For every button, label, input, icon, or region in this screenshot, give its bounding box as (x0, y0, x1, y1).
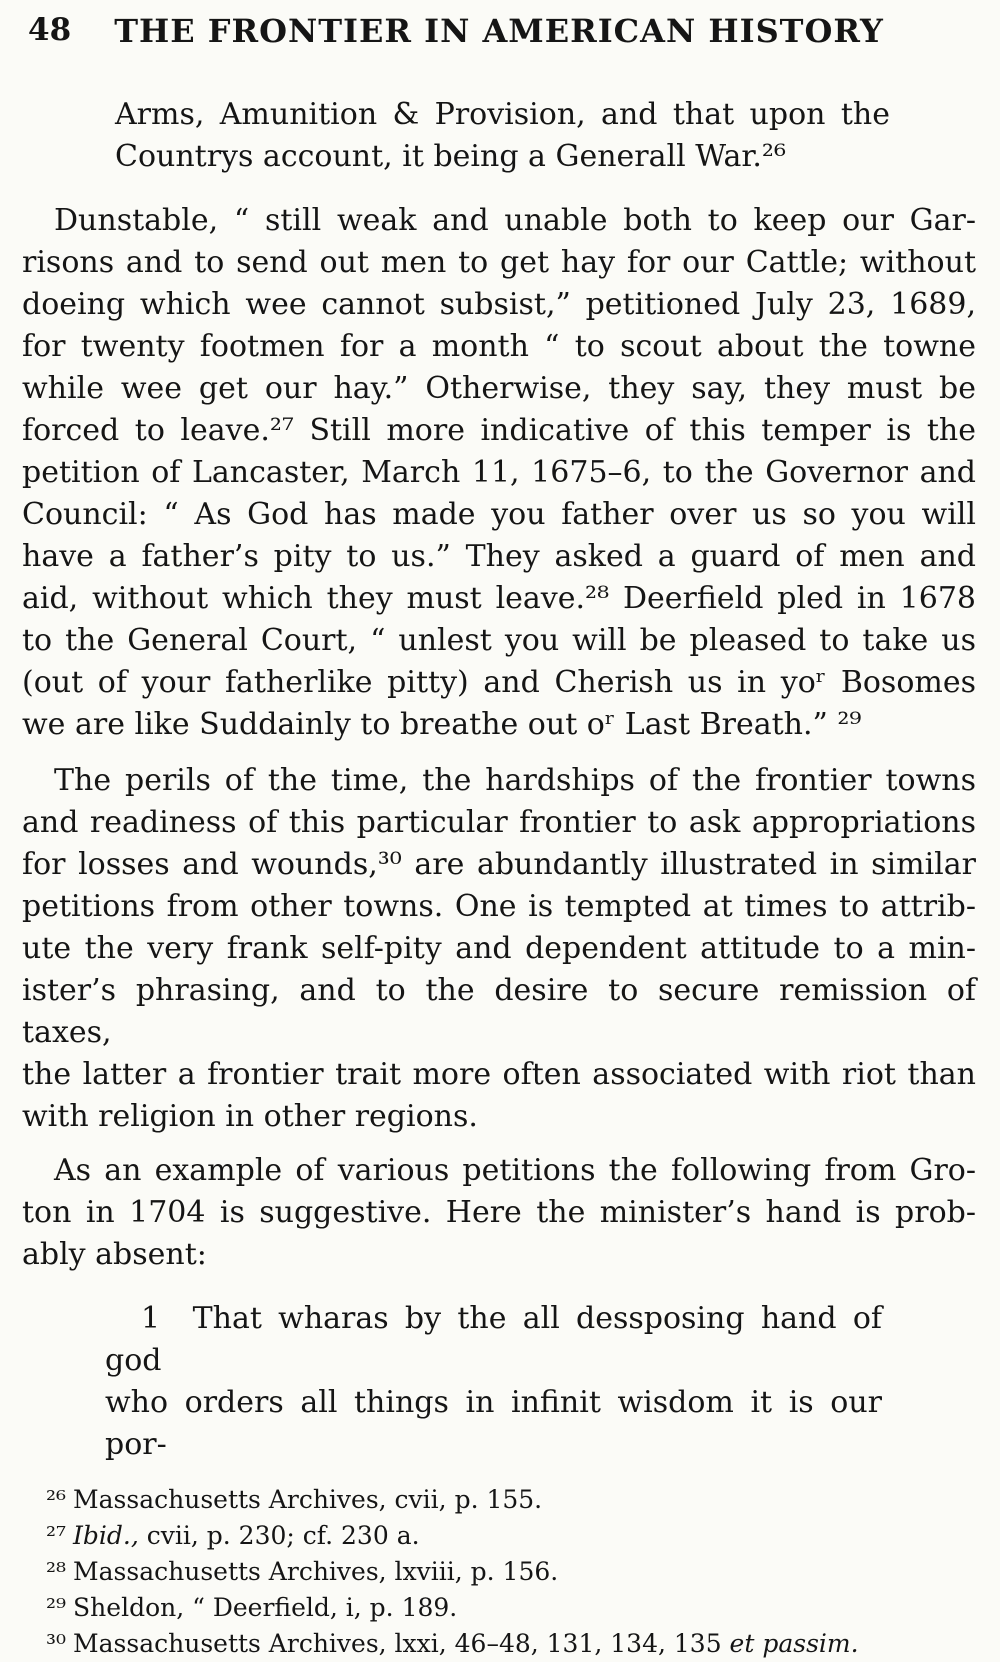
text-line: doeing which wee cannot subsist,” petitioned July 23, 1689, (22, 287, 976, 322)
footnote (46, 1554, 976, 1590)
paragraph-perils (22, 760, 976, 1138)
text-line: petitions from other towns. One is tempted at times to attrib- (22, 889, 976, 924)
footnote (46, 1626, 976, 1662)
text-line: The perils of the time, the hardships of the frontier towns (54, 763, 976, 798)
text-line: the latter a frontier trait more often associated with riot than (22, 1057, 976, 1092)
text-line: As an example of various petitions the following from Gro- (54, 1153, 976, 1188)
text-line: have a father’s pity to us.” They asked a guard of men and (22, 539, 976, 574)
text-line: for twenty footmen for a month “ to scout about the towne (22, 329, 976, 364)
petition-quotation (105, 1298, 882, 1466)
footnote-italic-text: Ibid., (73, 1521, 139, 1550)
text-line: Countrys account, it being a Generall War.²⁶ (115, 139, 786, 174)
text-line: petition of Lancaster, March 11, 1675–6, to the Governor and (22, 455, 976, 490)
text-line: ute the very frank self-pity and dependent attitude to a min- (22, 931, 976, 966)
footnote-text: Massachusetts Archives, lxviii, p. 156. (73, 1557, 559, 1586)
footnote-text: cvii, p. 230; cf. 230 a. (138, 1521, 420, 1550)
text-line: with religion in other regions. (22, 1099, 478, 1134)
text-line: risons and to send out men to get hay for our Cattle; without (22, 245, 976, 280)
footnote-text: Massachusetts Archives, cvii, p. 155. (73, 1485, 543, 1514)
footnote-italic-text: et passim. (729, 1629, 859, 1658)
page-header (22, 12, 976, 58)
text-line: for losses and wounds,³⁰ are abundantly illustrated in similar (22, 847, 976, 882)
paragraph-dunstable (22, 200, 976, 746)
text-line: we are like Suddainly to breathe out oʳ Last Breath.” ²⁹ (22, 707, 862, 742)
text-line: ton in 1704 is suggestive. Here the minister’s hand is prob- (22, 1195, 976, 1230)
text-line: who orders all things in infinit wisdom it is our por- (105, 1385, 882, 1462)
footnote (46, 1518, 976, 1554)
text-line: Arms, Amunition & Provision, and that upon the (115, 97, 890, 132)
footnote-text: Massachusetts Archives, lxxi, 46–48, 131, 134, 135 (73, 1629, 730, 1658)
text-line: aid, without which they must leave.²⁸ Deerfield pled in 1678 (22, 581, 976, 616)
footnote-marker: ²⁹ (46, 1593, 67, 1622)
paragraph-groton-intro (22, 1150, 976, 1276)
text-line: Dunstable, “ still weak and unable both to keep our Gar- (54, 203, 976, 238)
footnote-marker: ²⁸ (46, 1557, 67, 1586)
text-line: forced to leave.²⁷ Still more indicative of this temper is the (22, 413, 976, 448)
footnote-marker: ²⁶ (46, 1485, 67, 1514)
footnote-list (22, 1482, 976, 1662)
text-line: ably absent: (22, 1237, 207, 1272)
footnote-text: Sheldon, “ Deerfield, i, p. 189. (73, 1593, 458, 1622)
opening-quotation (115, 94, 890, 178)
text-line: while wee get our hay.” Otherwise, they say, they must be (22, 371, 976, 406)
footnote (46, 1482, 976, 1518)
text-line: Council: “ As God has made you father over us so you will (22, 497, 976, 532)
text-line: (out of your fatherlike pitty) and Cherish us in yoʳ Bosomes (22, 665, 976, 700)
text-line: 1 That wharas by the all dessposing hand of god (105, 1301, 882, 1378)
text-line: ister’s phrasing, and to the desire to secure remission of taxes, (22, 973, 976, 1050)
running-title: THE FRONTIER IN AMERICAN HISTORY (114, 12, 884, 50)
footnote (46, 1590, 976, 1626)
text-line: to the General Court, “ unlest you will be pleased to take us (22, 623, 976, 658)
footnote-marker: ²⁷ (46, 1521, 67, 1550)
page-number: 48 (28, 12, 72, 48)
footnote-marker: ³⁰ (46, 1629, 67, 1658)
text-line: and readiness of this particular frontier to ask appropriations (22, 805, 976, 840)
